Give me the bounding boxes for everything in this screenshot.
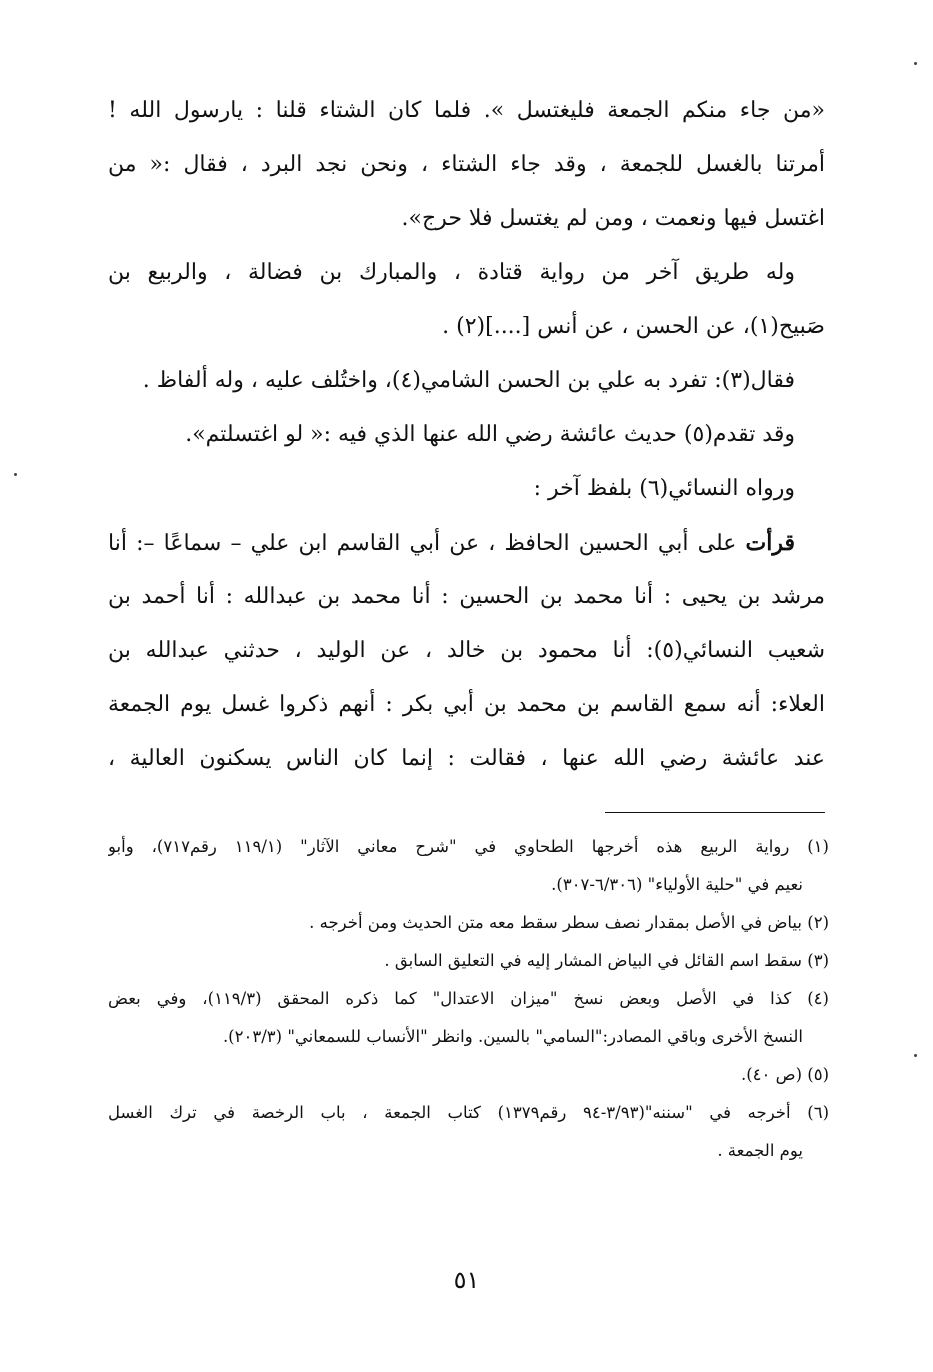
footnote-4-line-1: (٤) كذا في الأصل وبعض نسخ "ميزان الاعتدال" كما ذكره المحقق (١١٩/٣)، وفي بعض	[108, 989, 829, 1008]
footnote-5: (٥) (ص ٤٠).	[740, 1065, 829, 1084]
footnote-6-line-1: (٦) أخرجه في "سننه"(٣/٩٣-٩٤ رقم١٣٧٩) كتاب الجمعة ، باب الرخصة في ترك الغسل	[108, 1103, 829, 1122]
scan-speck	[914, 62, 917, 65]
footnote-1-line-1: (١) رواية الربيع هذه أخرجها الطحاوي في "شرح معاني الآثار" (١١٩/١ رقم٧١٧)، وأبو	[108, 837, 829, 856]
footnote-6-line-2: يوم الجمعة .	[717, 1141, 803, 1160]
text-line-8: ورواه النسائي(٦) بلفظ آخر :	[533, 476, 795, 501]
scan-speck	[914, 1054, 917, 1057]
text-line-2: أمرتنا بالغسل للجمعة ، وقد جاء الشتاء ، ونحن نجد البرد ، فقال :« من	[108, 152, 825, 177]
footnote-4-line-2: النسخ الأخرى وباقي المصادر:"السامي" بالسين. وانظر "الأنساب للسمعاني" (٢٠٣/٣).	[222, 1027, 803, 1046]
footnote-1-line-2: نعيم في "حلية الأولياء" (٦/٣٠٦-٣٠٧).	[551, 875, 803, 894]
text-line-5: صَبيح(١)، عن الحسن ، عن أنس [....](٢) .	[442, 314, 825, 339]
text-line-6: فقال(٣): تفرد به علي بن الحسن الشامي(٤)، واختُلف عليه ، وله ألفاظ .	[142, 368, 795, 393]
text-line-7: وقد تقدم(٥) حديث عائشة رضي الله عنها الذي فيه :« لو اغتسلتم».	[185, 422, 795, 447]
text-line-12: العلاء: أنه سمع القاسم بن محمد بن أبي بكر : أنهم ذكروا غسل يوم الجمعة	[108, 692, 825, 717]
text-line-3: اغتسل فيها ونعمت ، ومن لم يغتسل فلا حرج».	[401, 206, 825, 231]
footnote-2: (٢) بياض في الأصل بمقدار نصف سطر سقط معه متن الحديث ومن أخرجه .	[309, 913, 829, 932]
footnote-divider	[605, 812, 825, 813]
footnote-3: (٣) سقط اسم القائل في البياض المشار إليه في التعليق السابق .	[384, 951, 829, 970]
text-line-10: مرشد بن يحيى : أنا محمد بن الحسين : أنا محمد بن عبدالله : أنا أحمد بن	[108, 584, 825, 609]
text-line-1: «من جاء منكم الجمعة فليغتسل ». فلما كان الشتاء قلنا : يارسول الله !	[108, 98, 825, 123]
page-number: ٥١	[453, 1266, 480, 1294]
scan-speck	[14, 473, 17, 476]
footnotes-block	[108, 828, 829, 1170]
text-line-9	[108, 516, 825, 570]
text-line-11: شعيب النسائي(٥): أنا محمود بن خالد ، عن الوليد ، حدثني عبدالله بن	[108, 638, 825, 663]
text-line-4: وله طريق آخر من رواية قتادة ، والمبارك بن فضالة ، والربيع بن	[108, 260, 795, 285]
main-text-block	[108, 84, 825, 786]
text-line-13: عند عائشة رضي الله عنها ، فقالت : إنما كان الناس يسكنون العالية ،	[108, 746, 825, 771]
text-line-9-body: على أبي الحسين الحافظ ، عن أبي القاسم ابن علي – سماعًا –: أنا	[108, 531, 737, 556]
qara-lead-word: قرأت	[745, 530, 795, 556]
